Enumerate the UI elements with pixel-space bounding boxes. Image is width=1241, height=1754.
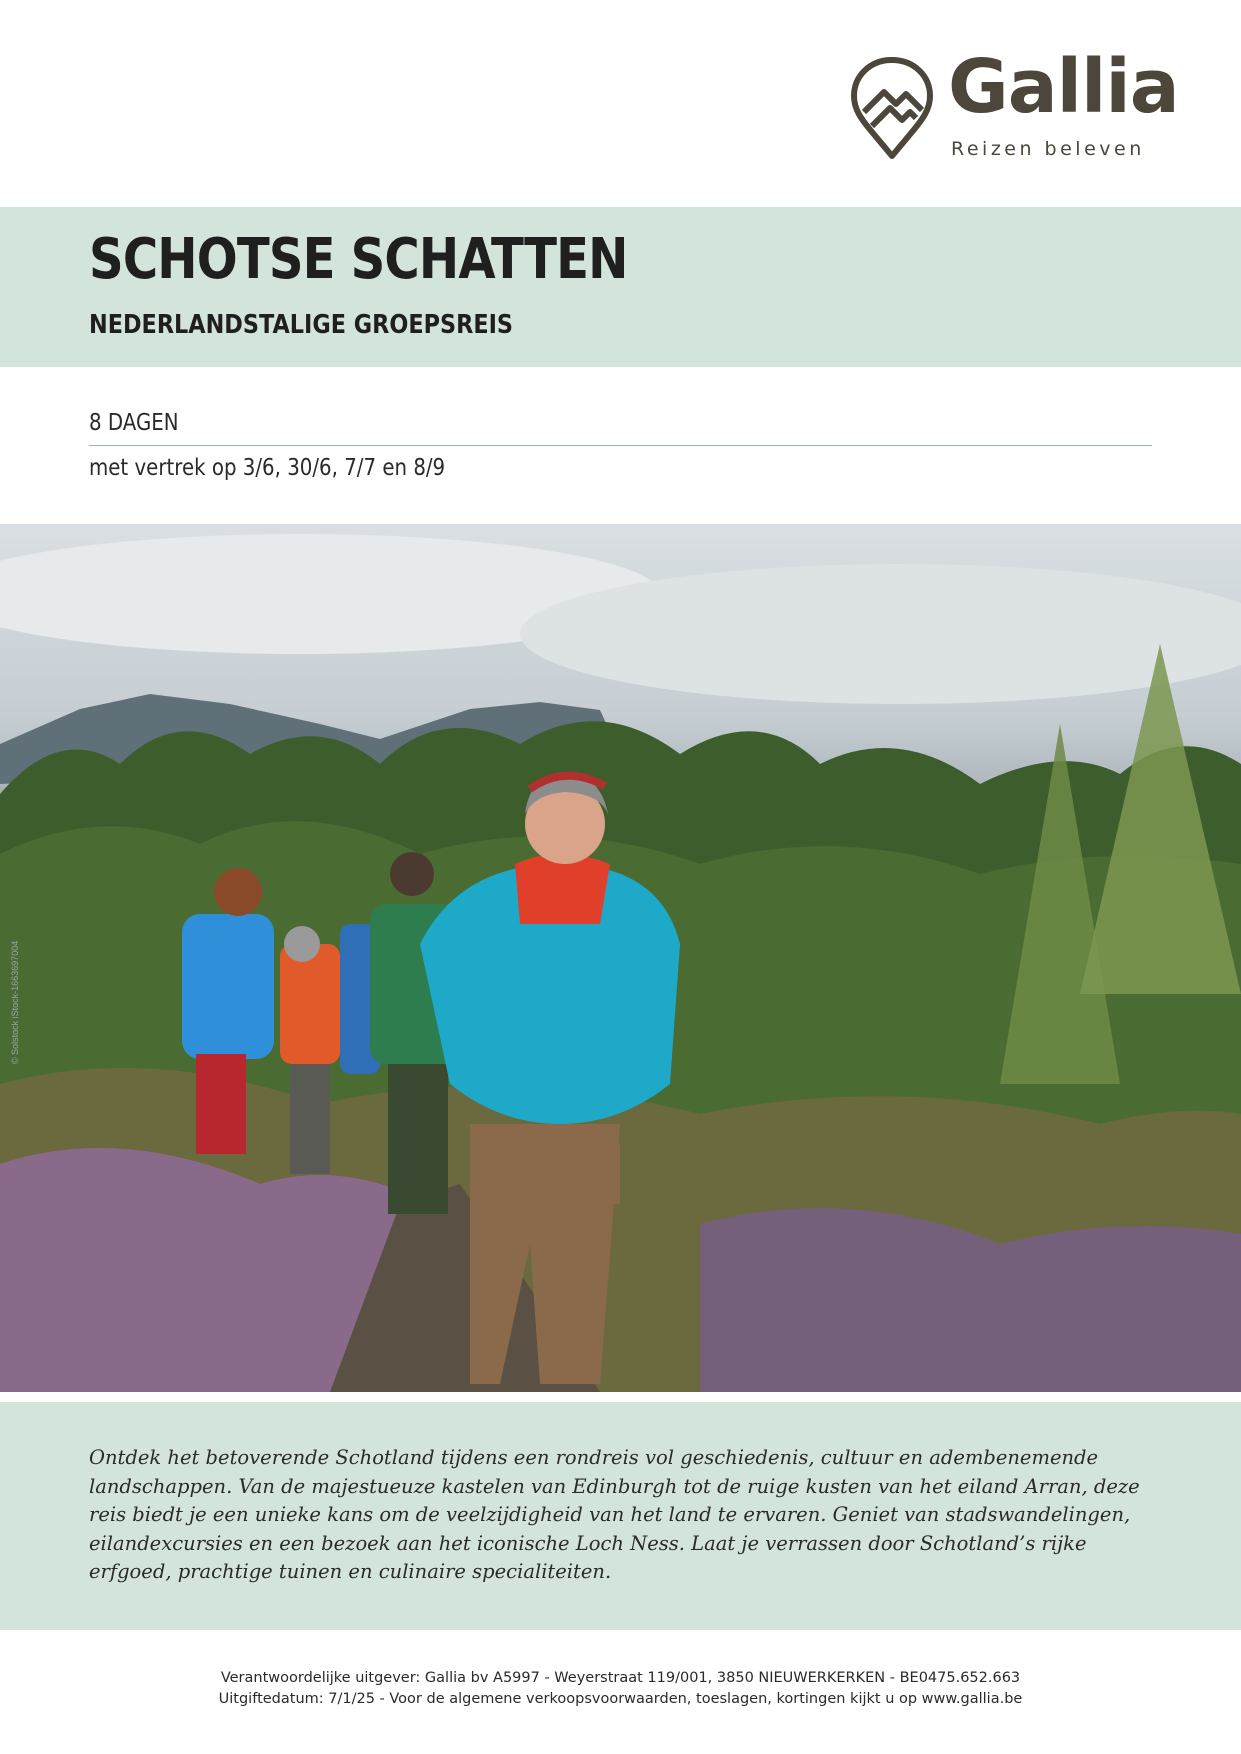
trip-duration: 8 DAGEN xyxy=(89,410,179,436)
title-band xyxy=(0,207,1241,367)
page-title: SCHOTSE SCHATTEN xyxy=(89,227,628,292)
hero-photo xyxy=(0,524,1241,1392)
brand-tagline: Reizen beleven xyxy=(951,138,1145,160)
trip-departures: met vertrek op 3/6, 30/6, 7/7 en 8/9 xyxy=(89,455,446,481)
divider xyxy=(89,445,1152,446)
trip-description: Ontdek het betoverende Schotland tijdens een rondreis vol geschiedenis, cultuur en adembenemende landschappen. Van de majestueuze kastelen van Edinburgh tot de ruige kusten van het eiland Arran, deze reis biedt je een unieke kans om de veelzijdigheid van het land te ervaren. Geniet van stadswandelingen, eilandexcursies en een bezoek aan het iconische Loch Ness. Laat je verrassen door Schotland’s rijke erfgoed, prachtige tuinen en culinaire specialiteiten. xyxy=(89,1446,1140,1584)
gallia-logo xyxy=(850,44,1179,166)
mountain-pin-icon xyxy=(850,56,934,160)
footer xyxy=(0,1668,1241,1710)
footer-publisher: Verantwoordelijke uitgever: Gallia bv A5997 - Weyerstraat 119/001, 3850 NIEUWERKERKEN - BE0475.652.663 xyxy=(220,1670,1021,1686)
footer-issue-date: Uitgiftedatum: 7/1/25 - Voor de algemene verkoopsvoorwaarden, toeslagen, kortingen kijkt u op www.gallia.be xyxy=(218,1691,1023,1707)
hiking-scene-illustration xyxy=(0,524,1241,1392)
photo-credit: © Solstock iStock-1663697004 xyxy=(10,940,20,1064)
page-subtitle: NEDERLANDSTALIGE GROEPSREIS xyxy=(89,310,514,340)
brand-name: Gallia xyxy=(948,44,1179,130)
description-band xyxy=(0,1402,1241,1630)
